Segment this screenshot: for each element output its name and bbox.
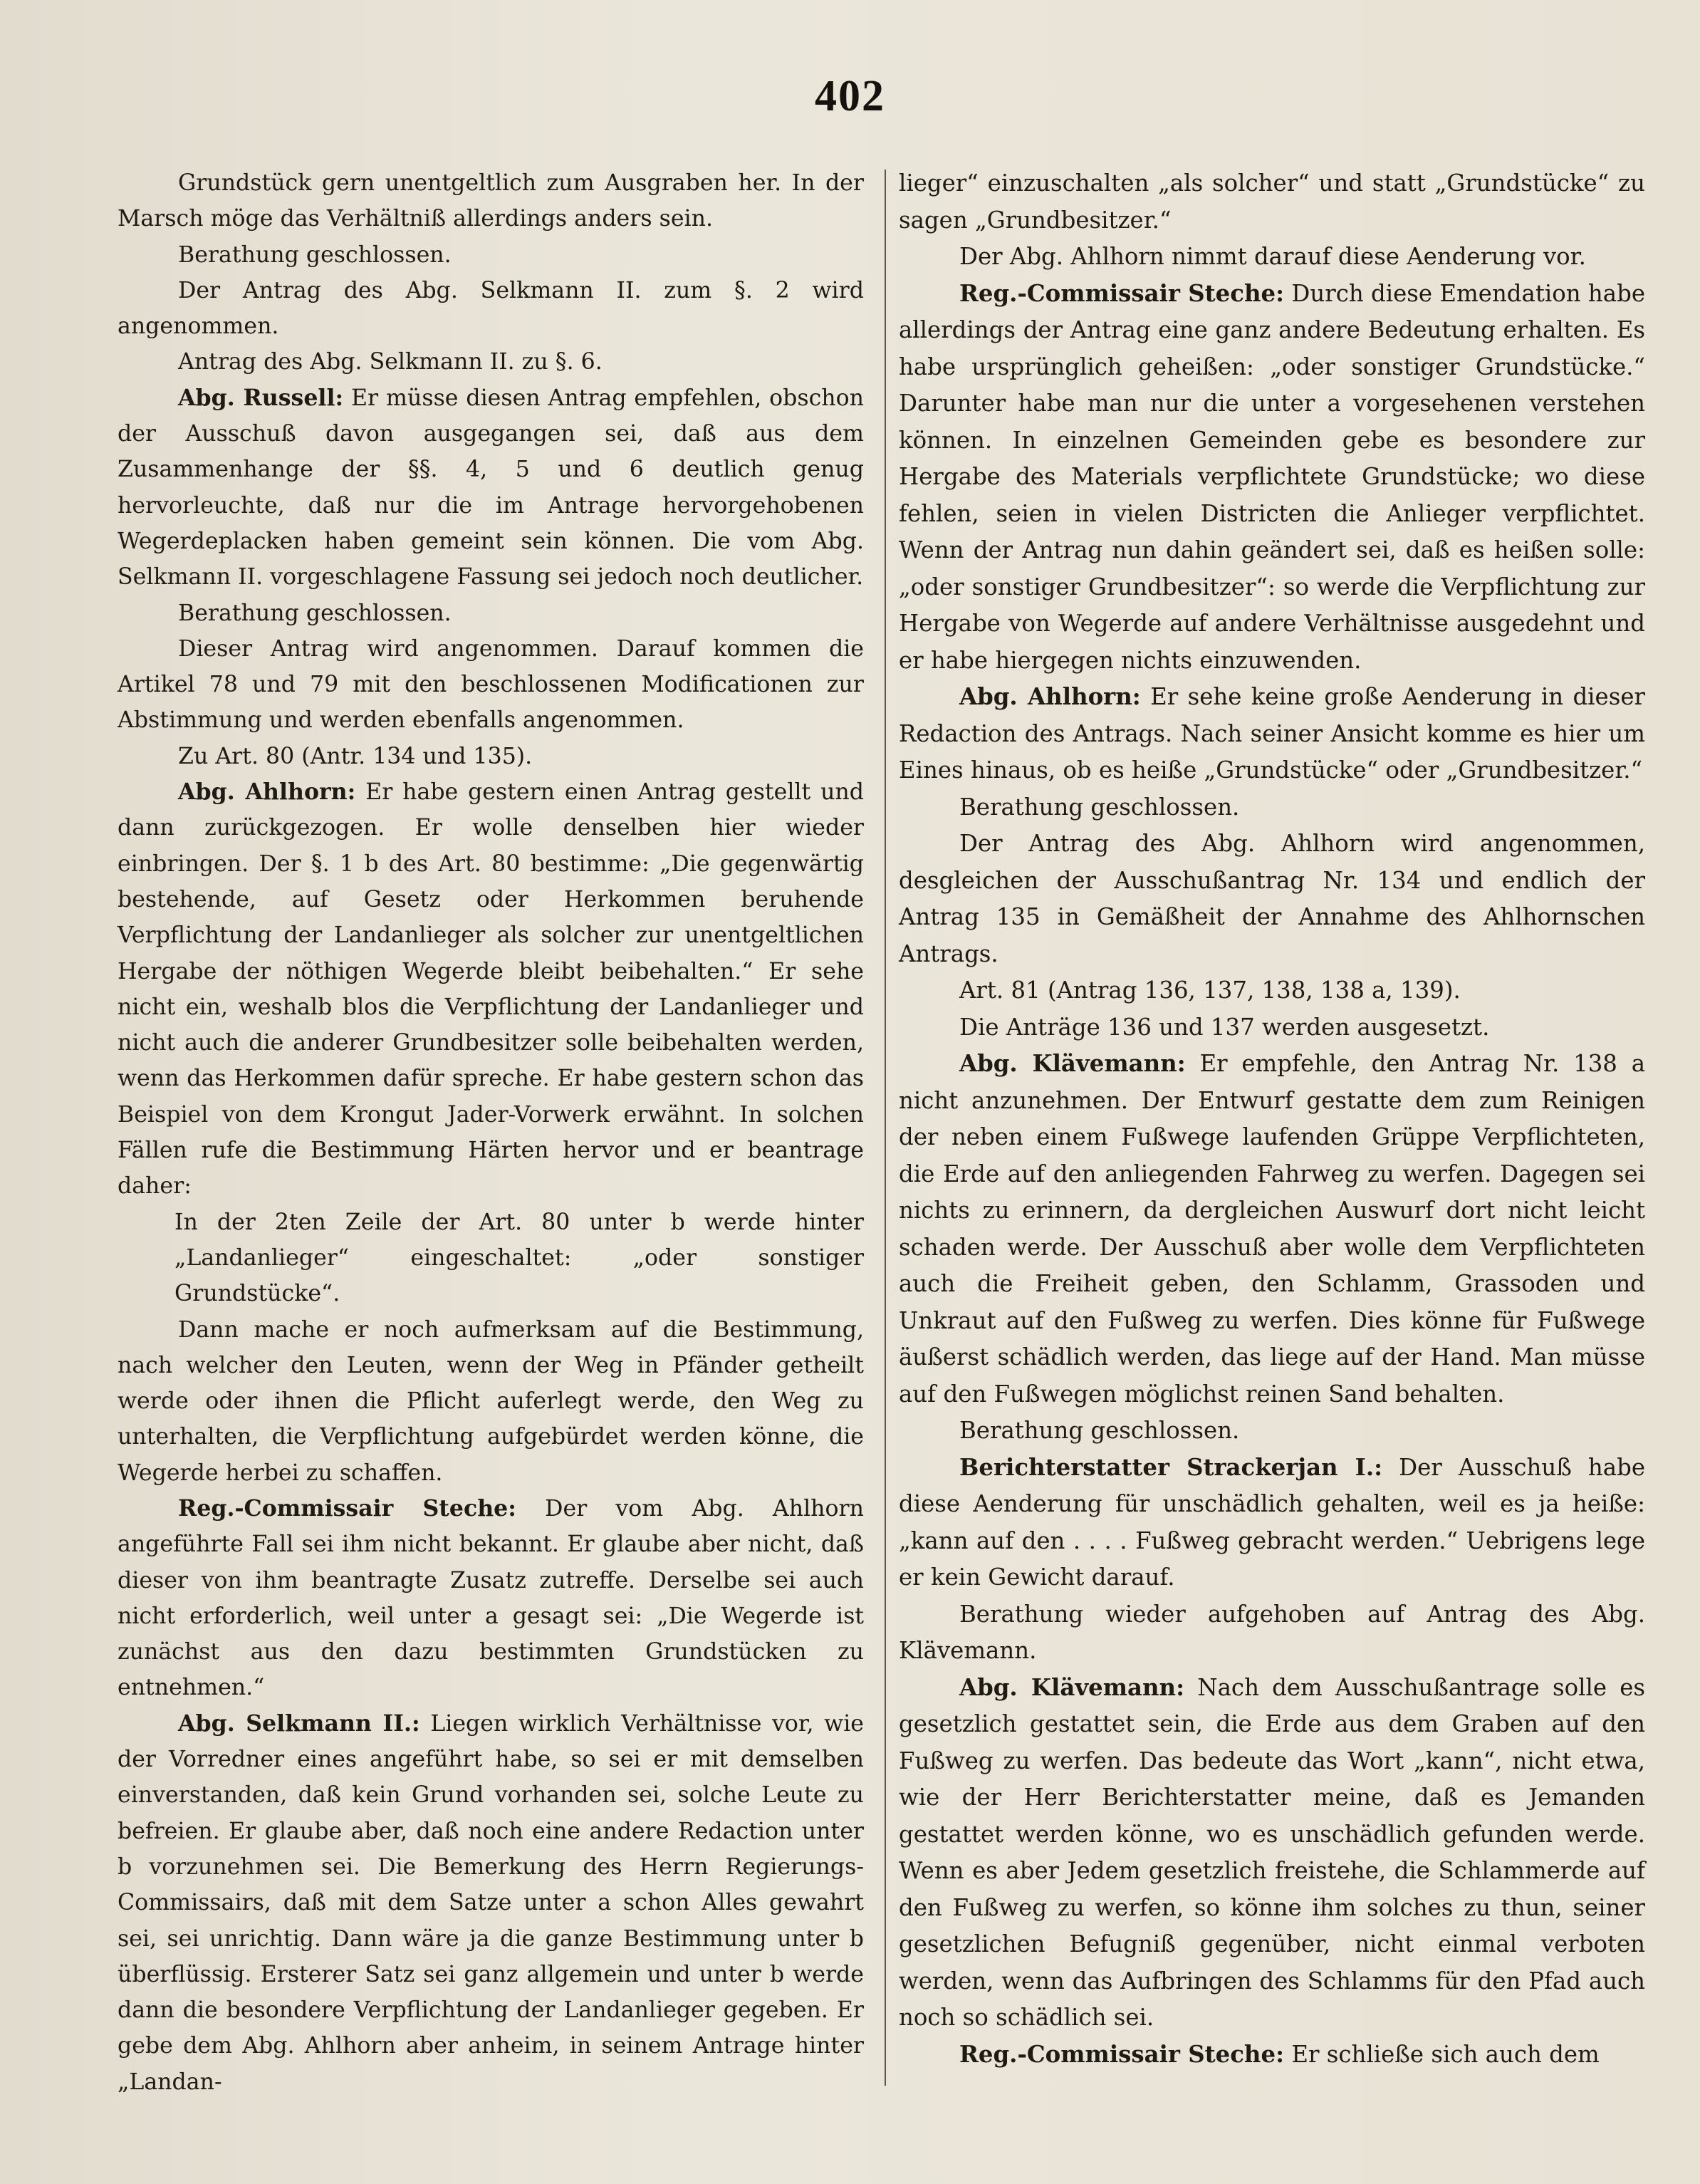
paragraph — [899, 1413, 1645, 1450]
paragraph — [899, 276, 1645, 680]
paragraph — [899, 165, 1645, 239]
paragraph-text: Berathung geschlossen. — [178, 241, 452, 268]
speaker-name: Abg. Ahlhorn: — [178, 779, 356, 806]
speaker-name: Abg. Selkmann II.: — [178, 1710, 420, 1737]
paragraph — [899, 1450, 1645, 1596]
speaker-name: Abg. Klävemann: — [959, 1673, 1185, 1701]
paragraph — [899, 1046, 1645, 1413]
paragraph — [118, 596, 864, 631]
paragraph-text: In der 2ten Zeile der Art. 80 unter b werde hinter „Landanlieger“ eingeschaltet: „oder sonstiger Grundstücke“. — [174, 1209, 864, 1307]
paragraph-text: Er müsse diesen Antrag empfehlen, obschon der Ausschuß davon ausgegangen sei, daß aus dem Zusammenhange der §§. 4, 5 und 6 deutlich genug hervorleuchte, daß nur die im Antrage hervorgehobenen Wegerdeplacken haben gemeint sein können. Die vom Abg. Selkmann II. vorgeschlagene Fassung sei jedoch noch deutlicher. — [118, 385, 864, 591]
paragraph — [118, 739, 864, 774]
paragraph — [899, 239, 1645, 276]
right-column — [899, 165, 1645, 2073]
paragraph-text: Der Abg. Ahlhorn nimmt darauf diese Aenderung vor. — [959, 243, 1586, 270]
paragraph-text: Dieser Antrag wird angenommen. Darauf kommen die Artikel 78 und 79 mit den beschlossenen Modificationen zur Abstimmung und werden ebenfalls angenommen. — [118, 635, 864, 734]
paragraph-text: Berathung geschlossen. — [178, 600, 452, 626]
paragraph-text: Er empfehle, den Antrag Nr. 138 a nicht anzunehmen. Der Entwurf gestatte dem zum Reinigen der neben einem Fußwege laufenden Grüppe Verpflichteten, die Erde auf den anliegenden Fahrweg zu werfen. Dagegen sei nichts zu erinnern, da dergleichen Auswurf dort nicht leicht schaden werde. Der Ausschuß aber wolle dem Verpflichteten auch die Freiheit geben, den Schlamm, Grassoden und Unkraut auf den Fußweg zu werfen. Dies könne für Fußwege äußerst schädlich werden, das liege auf der Hand. Man müsse auf den Fußwegen möglichst reinen Sand behalten. — [899, 1050, 1646, 1408]
paragraph — [118, 1706, 864, 2100]
speaker-name: Reg.-Commissair Steche: — [959, 2040, 1285, 2068]
speaker-name: Abg. Ahlhorn: — [959, 683, 1141, 710]
paragraph-text: Der Ausschuß habe diese Aenderung für unschädlich gehalten, weil es ja heiße: „kann auf den . . . . Fußweg gebracht werden.“ Uebrigens lege er kein Gewicht darauf. — [899, 1453, 1645, 1591]
paragraph-text: Er habe gestern einen Antrag gestellt und dann zurückgezogen. Er wolle denselben hier wieder einbringen. Der §. 1 b des Art. 80 bestimme: „Die gegenwärtig bestehende, auf Gesetz oder Herkommen beruhende Verpflichtung der Landanlieger als solcher zur unentgeltlichen Hergabe der nöthigen Wegerde bleibt beibehalten.“ Er sehe nicht ein, weshalb blos die Verpflichtung der Landanlieger und nicht auch die anderer Grundbesitzer solle beibehalten werden, wenn das Herkommen dafür spreche. Er habe gestern schon das Beispiel von dem Krongut Jader-Vorwerk erwähnt. In solchen Fällen rufe die Bestimmung Härten hervor und er beantrage daher: — [118, 779, 864, 1200]
paragraph-text: Art. 81 (Antrag 136, 137, 138, 138 a, 139). — [959, 977, 1461, 1004]
paragraph-text: Durch diese Emendation habe allerdings der Antrag eine ganz andere Bedeutung erhalten. Es habe ursprünglich geheißen: „oder sonstiger Grundstücke.“ Darunter habe man nur die unter a vorgesehenen verstehen können. In einzelnen Gemeinden gebe es besondere zur Hergabe des Materials verpflichtete Grundstücke; wo diese fehlen, seien in vielen Districten die Anlieger verpflichtet. Wenn der Antrag nun dahin geändert sei, daß es heißen solle: „oder sonstiger Grundbesitzer“: so werde die Verpflichtung zur Hergabe von Wegerde auf andere Verhältnisse ausgedehnt und er habe hiergegen nichts einzuwenden. — [899, 279, 1645, 674]
speaker-name: Reg.-Commissair Steche: — [959, 279, 1285, 307]
paragraph — [899, 826, 1645, 972]
paragraph-text: Liegen wirklich Verhältnisse vor, wie der Vorredner eines angeführt habe, so sei er mit demselben einverstanden, daß kein Grund vorhanden sei, solche Leute zu befreien. Er glaube aber, daß noch eine andere Redaction unter b vorzunehmen sei. Die Bemerkung des Herrn Regierungs-Commissairs, daß mit dem Satze unter a schon Alles gewahrt sei, sei unrichtig. Dann wäre ja die ganze Bestimmung unter b überflüssig. Ersterer Satz sei ganz allgemein und unter b werde dann die besondere Verpflichtung der Landanlieger gegeben. Er gebe dem Abg. Ahlhorn aber anheim, in seinem Antrage hinter „Landan- — [118, 1710, 865, 2095]
paragraph — [118, 1312, 864, 1491]
paragraph — [118, 237, 864, 273]
paragraph — [899, 1596, 1645, 1670]
paragraph-text: Dann mache er noch aufmerksam auf die Bestimmung, nach welcher den Leuten, wenn der Weg in Pfänder getheilt werde oder ihnen die Pflicht auferlegt werde, den Weg zu unterhalten, die Verpflichtung aufgebürdet werden könne, die Wegerde herbei zu schaffen. — [118, 1316, 864, 1486]
paragraph — [118, 631, 864, 739]
paragraph — [899, 679, 1645, 789]
paragraph-text: Nach dem Ausschußantrage solle es gesetzlich gestattet sein, die Erde aus dem Graben auf den Fußweg zu werfen. Das bedeute das Wort „kann“, nicht etwa, wie der Herr Berichterstatter meine, daß es Jemanden gestattet werden könne, wo es unschädlich gefunden werde. Wenn es aber Jedem gesetzlich freistehe, die Schlammerde auf den Fußweg zu werfen, so könne ihm solches zu thun, seiner gesetzlichen Befugniß gegenüber, nicht einmal verboten werden, wenn das Aufbringen des Schlamms für den Pfad auch noch so schädlich sei. — [899, 1673, 1646, 2031]
column-divider — [885, 170, 886, 2086]
paragraph — [899, 972, 1645, 1009]
paragraph-text: Berathung geschlossen. — [959, 1417, 1240, 1444]
left-column — [118, 165, 864, 2100]
paragraph — [899, 1670, 1645, 2037]
paragraph-text: Die Anträge 136 und 137 werden ausgesetzt. — [959, 1013, 1490, 1041]
paragraph — [899, 2037, 1645, 2074]
paragraph-text: Der vom Abg. Ahlhorn angeführte Fall sei ihm nicht bekannt. Er glaube aber nicht, daß dieser von ihm beantragte Zusatz zutreffe. Derselbe sei auch nicht erforderlich, weil unter a gesagt sei: „Die Wegerde ist zunächst aus den dazu bestimmten Grundstücken zu entnehmen.“ — [118, 1495, 865, 1701]
paragraph — [899, 1009, 1645, 1046]
paragraph — [118, 380, 864, 596]
paragraph-text: Antrag des Abg. Selkmann II. zu §. 6. — [178, 349, 603, 375]
paragraph — [118, 1205, 864, 1312]
paragraph — [118, 344, 864, 380]
paragraph-text: Zu Art. 80 (Antr. 134 und 135). — [178, 743, 533, 769]
speaker-name: Abg. Klävemann: — [959, 1050, 1186, 1077]
paragraph-text: lieger“ einzuschalten „als solcher“ und statt „Grundstücke“ zu sagen „Grundbesitzer.“ — [899, 170, 1645, 234]
paragraph-text: Er schließe sich auch dem — [1284, 2040, 1600, 2068]
paragraph-text: Der Antrag des Abg. Ahlhorn wird angenommen, desgleichen der Ausschußantrag Nr. 134 und endlich der Antrag 135 in Gemäßheit der Annahme des Ahlhornschen Antrags. — [899, 830, 1645, 967]
paragraph-text: Der Antrag des Abg. Selkmann II. zum §. 2 wird angenommen. — [118, 277, 864, 340]
paragraph — [118, 165, 864, 237]
paragraph-text: Berathung geschlossen. — [959, 793, 1240, 821]
paragraph — [899, 789, 1645, 826]
speaker-name: Reg.-Commissair Steche: — [178, 1494, 516, 1522]
paragraph — [118, 273, 864, 345]
paragraph-text: Er sehe keine große Aenderung in dieser Redaction des Antrags. Nach seiner Ansicht komme es hier um Eines hinaus, ob es heiße „Grundstücke“ oder „Grundbesitzer.“ — [899, 683, 1645, 784]
paragraph — [118, 774, 864, 1205]
paragraph — [118, 1491, 864, 1706]
page-number: 402 — [815, 72, 885, 120]
speaker-name: Berichterstatter Strackerjan I.: — [959, 1453, 1383, 1481]
speaker-name: Abg. Russell: — [178, 384, 344, 411]
paragraph-text: Berathung wieder aufgehoben auf Antrag des Abg. Klävemann. — [899, 1600, 1645, 1664]
paragraph-text: Grundstück gern unentgeltlich zum Ausgraben her. In der Marsch möge das Verhältniß allerdings anders sein. — [118, 170, 864, 232]
